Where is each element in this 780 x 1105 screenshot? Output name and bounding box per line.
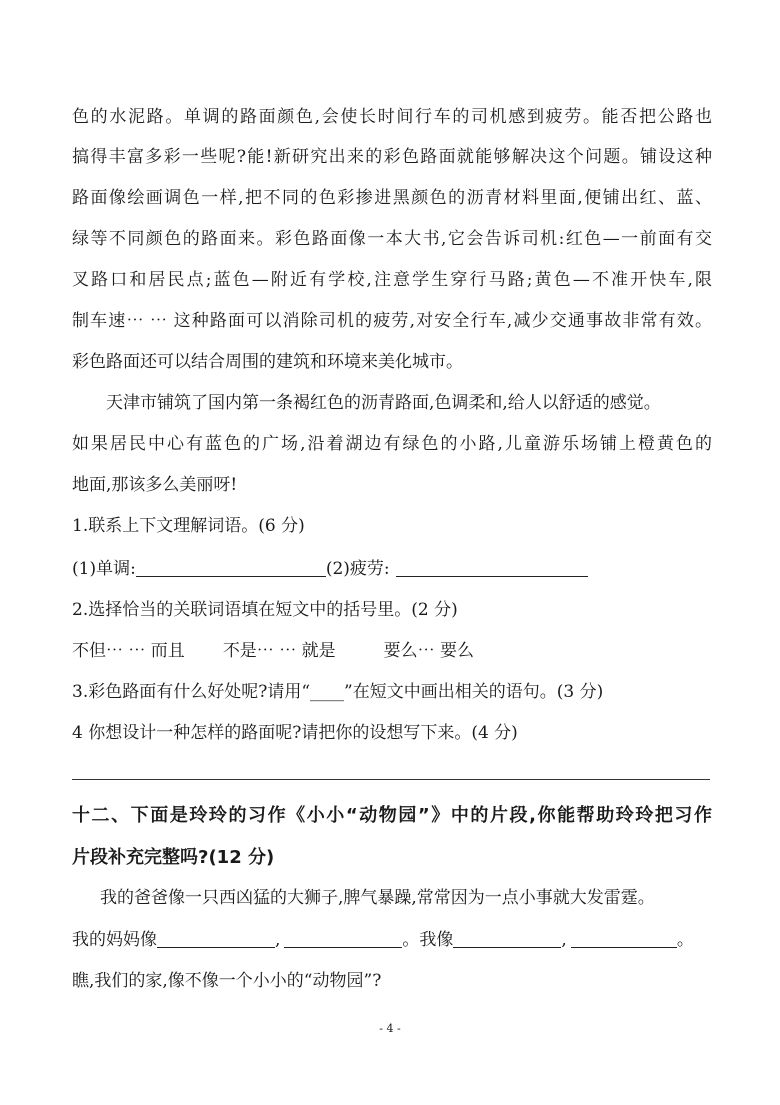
me-prefix: 。我像 (402, 930, 454, 950)
closing-line: 瞧,我们的家,像不像一个小小的“动物园”? (72, 971, 382, 991)
answer-blank-1a[interactable] (136, 558, 326, 577)
question-1-answers (72, 557, 712, 581)
question-3: 3.彩色路面有什么好处呢?请用“____”在短文中画出相关的语句。(3 分) (72, 682, 604, 702)
mom-prefix: 我的妈妈像 (72, 930, 157, 950)
page-number: - 4 - (379, 1022, 401, 1035)
passage-line: 路面像绘画调色一样,把不同的色彩掺进黑颜色的沥青材料里面,便铺出红、蓝、 (72, 188, 712, 208)
question-1-a-label: (1)单调: (72, 559, 136, 579)
answer-blank-me-2[interactable] (571, 929, 677, 948)
option-3: 要么⋯ 要么 (383, 641, 475, 661)
option-1: 不但⋯ ⋯ 而且 (72, 641, 185, 661)
passage-line: 叉路口和居民点;蓝色—附近有学校,注意学生穿行马路;黄色—不准开快车,限 (72, 270, 712, 290)
passage-line: 制车速⋯ ⋯ 这种路面可以消除司机的疲劳,对安全行车,减少交通事故非常有效。 (72, 311, 712, 331)
passage-line: 绿等不同颜色的路面来。彩色路面像一本大书,它会告诉司机:红色—一前面有交 (72, 229, 712, 249)
answer-line-4[interactable] (72, 779, 710, 780)
answer-blank-mom-2[interactable] (284, 929, 402, 948)
question-1-b-label: (2)疲劳: (325, 559, 390, 579)
section-12-title-line2: 片段补充完整吗?(12 分) (72, 847, 275, 868)
passage-line: 彩色路面还可以结合周围的建筑和环境来美化城市。 (72, 352, 463, 372)
passage-line: 如果居民中心有蓝色的广场,沿着湖边有绿色的小路,儿童游乐场铺上橙黄色的 (72, 434, 712, 454)
answer-blank-me-1[interactable] (453, 929, 561, 948)
comma: , (561, 930, 567, 950)
passage-line: 天津市铺筑了国内第一条褐红色的沥青路面,色调柔和,给人以舒适的感觉。 (106, 393, 661, 413)
answer-blank-mom-1[interactable] (157, 929, 275, 948)
passage-line: 地面,那该多么美丽呀! (72, 475, 238, 495)
comma: , (275, 930, 281, 950)
passage-line: 搞得丰富多彩一些呢?能!新研究出来的彩色路面就能够解决这个问题。铺设这种 (72, 147, 712, 167)
option-2: 不是⋯ ⋯ 就是 (222, 641, 336, 661)
section-12-paragraph: 我的爸爸像一只西凶猛的大狮子,脾气暴躁,常常因为一点小事就大发雷霆。 (100, 888, 655, 908)
question-1-title: 1.联系上下文理解词语。(6 分) (72, 516, 305, 536)
passage-line: 色的水泥路。单调的路面颜色,会使长时间行车的司机感到疲劳。能否把公路也 (72, 107, 712, 127)
period: 。 (676, 930, 694, 950)
answer-blank-1b[interactable] (396, 558, 588, 577)
question-4: 4 你想设计一种怎样的路面呢?请把你的设想写下来。(4 分) (72, 723, 518, 743)
section-12-title-line1: 十二、下面是玲玲的习作《小小“动物园”》中的片段,你能帮助玲玲把习作 (72, 805, 712, 826)
question-2-title: 2.选择恰当的关联词语填在短文中的括号里。(2 分) (72, 600, 458, 620)
fill-in-line (72, 928, 712, 952)
question-2-options (72, 639, 712, 663)
